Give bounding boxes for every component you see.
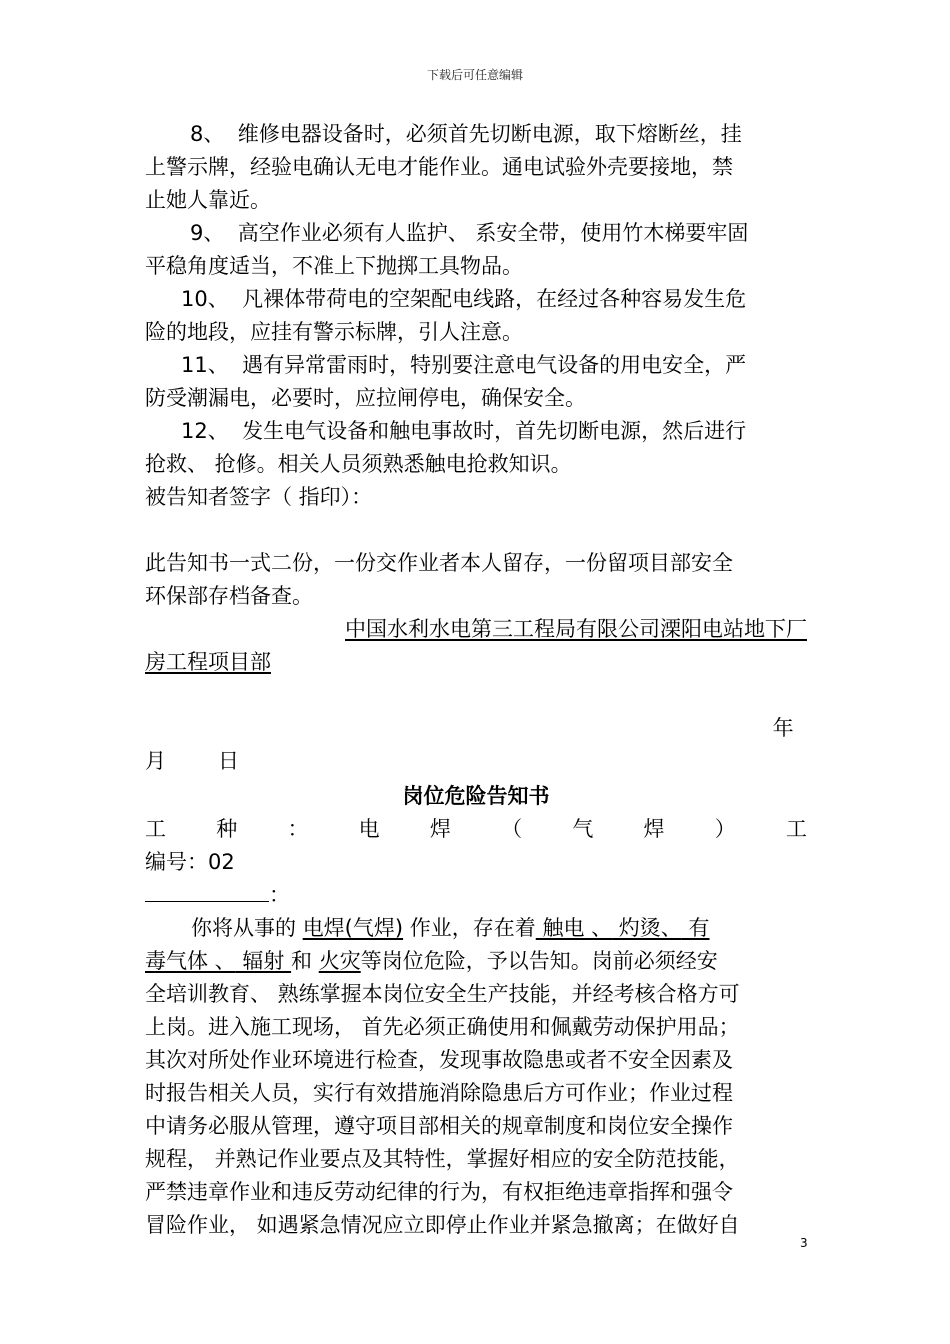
notice-title: 岗位危险告知书 bbox=[402, 784, 550, 808]
name-blank-line: ： bbox=[145, 879, 807, 912]
name-blank[interactable] bbox=[145, 879, 269, 902]
notice-line-1: 你将从事的 电焊(气焊) 作业，存在着 触电 、 灼烫、 有 bbox=[191, 916, 710, 940]
notice-line-2: 毒气体 、 辐射 和 火灾等岗位危险，予以告知。岗前必须经安 bbox=[145, 949, 718, 973]
notice-body-line: 严禁违章作业和违反劳动纪律的行为，有权拒绝违章指挥和强令 bbox=[145, 1180, 733, 1204]
organization-line-2 bbox=[145, 646, 807, 679]
item-10-line-2: 险的地段，应挂有警示标牌，引人注意。 bbox=[145, 320, 523, 344]
hazard-burn: 灼烫、 bbox=[612, 916, 682, 940]
notice-body-line: 上岗。进入施工现场， 首先必须正确使用和佩戴劳动保护用品； bbox=[145, 1015, 740, 1039]
copies-line-1: 此告知书一式二份，一份交作业者本人留存，一份留项目部安全 bbox=[145, 551, 733, 575]
notice-body-line: 其次对所处作业环境进行检查，发现事故隐患或者不安全因素及 bbox=[145, 1048, 733, 1072]
hazard-toxic-gas-cont: 毒气体 、 bbox=[145, 949, 236, 973]
item-8-number: 8、 bbox=[190, 122, 225, 146]
blank-line bbox=[145, 514, 807, 547]
date-month-day bbox=[145, 745, 807, 778]
signature-label: 被告知者签字（ 指印）： bbox=[145, 485, 373, 509]
organization-name: 中国水利水电第三工程局有限公司溧阳电站地下厂 bbox=[345, 617, 807, 641]
item-8-line-3: 止她人靠近。 bbox=[145, 188, 271, 212]
item-8-line-1: 8、 维修电器设备时，必须首先切断电源，取下熔断丝，挂 bbox=[190, 122, 742, 146]
organization-line-1 bbox=[145, 613, 807, 646]
hazard-radiation: 辐射 bbox=[235, 949, 292, 973]
hazard-toxic-gas: 有 bbox=[681, 916, 710, 940]
item-8-line-2: 上警示牌，经验电确认无电才能作业。通电试验外壳要接地，禁 bbox=[145, 155, 733, 179]
document-body bbox=[145, 118, 807, 1242]
hazard-electric-shock: 触电 、 bbox=[535, 916, 613, 940]
notice-body-line: 全培训教育、 熟练掌握本岗位安全生产技能，并经考核合格方可 bbox=[145, 982, 740, 1006]
job-type-char: （ bbox=[501, 817, 523, 841]
item-11-line-2: 防受潮漏电，必要时，应拉闸停电，确保安全。 bbox=[145, 386, 586, 410]
job-name: 电焊(气焊) bbox=[302, 916, 404, 940]
item-12-line-2: 抢救、 抢修。相关人员须熟悉触电抢救知识。 bbox=[145, 452, 572, 476]
job-type-char: 气 bbox=[572, 817, 594, 841]
job-type-line bbox=[145, 813, 807, 846]
hazard-fire: 火灾 bbox=[318, 949, 361, 973]
notice-body-line: 时报告相关人员，实行有效措施消除隐患后方可作业；作业过程 bbox=[145, 1081, 733, 1105]
item-9-line-1: 9、 高空作业必须有人监护、 系安全带，使用竹木梯要牢固 bbox=[190, 221, 749, 245]
item-12-line-1: 12、 发生电气设备和触电事故时，首先切断电源，然后进行 bbox=[181, 419, 747, 443]
item-11-number: 11、 bbox=[181, 353, 229, 377]
job-type-char: 焊 bbox=[643, 817, 665, 841]
notice-body-line: 冒险作业， 如遇紧急情况应立即停止作业并紧急撤离；在做好自 bbox=[145, 1213, 740, 1237]
notice-body-line: 规程， 并熟记作业要点及其特性，掌握好相应的安全防范技能， bbox=[145, 1147, 740, 1171]
page-header-note: 下载后可任意编辑 bbox=[426, 68, 523, 82]
notice-body-line: 中请务必服从管理，遵守项目部相关的规章制度和岗位安全操作 bbox=[145, 1114, 733, 1138]
item-10-number: 10、 bbox=[181, 287, 229, 311]
item-10-line-1: 10、 凡裸体带荷电的空架配电线路，在经过各种容易发生危 bbox=[181, 287, 747, 311]
page-number: 3 bbox=[800, 1236, 808, 1250]
job-type-char: 电 bbox=[358, 817, 380, 841]
organization-name-cont: 房工程项目部 bbox=[145, 650, 271, 674]
item-11-line-1: 11、 遇有异常雷雨时，特别要注意电气设备的用电安全，严 bbox=[181, 353, 747, 377]
job-type-char: 工 bbox=[145, 817, 166, 841]
item-9-line-2: 平稳角度适当，不准上下抛掷工具物品。 bbox=[145, 254, 523, 278]
date-month: 月 bbox=[145, 749, 166, 773]
job-type-char: ： bbox=[287, 817, 309, 841]
date-day: 日 bbox=[218, 749, 239, 773]
item-9-number: 9、 bbox=[190, 221, 225, 245]
item-12-number: 12、 bbox=[181, 419, 229, 443]
blank-line bbox=[145, 679, 807, 712]
job-type-char: 工 bbox=[785, 817, 807, 841]
job-type-char: 种 bbox=[216, 817, 238, 841]
job-type-char: ） bbox=[714, 817, 736, 841]
notice-number: 编号：02 bbox=[145, 850, 235, 874]
job-type-char: 焊 bbox=[429, 817, 451, 841]
copies-line-2: 环保部存档备查。 bbox=[145, 584, 313, 608]
date-year: 年 bbox=[772, 716, 794, 740]
